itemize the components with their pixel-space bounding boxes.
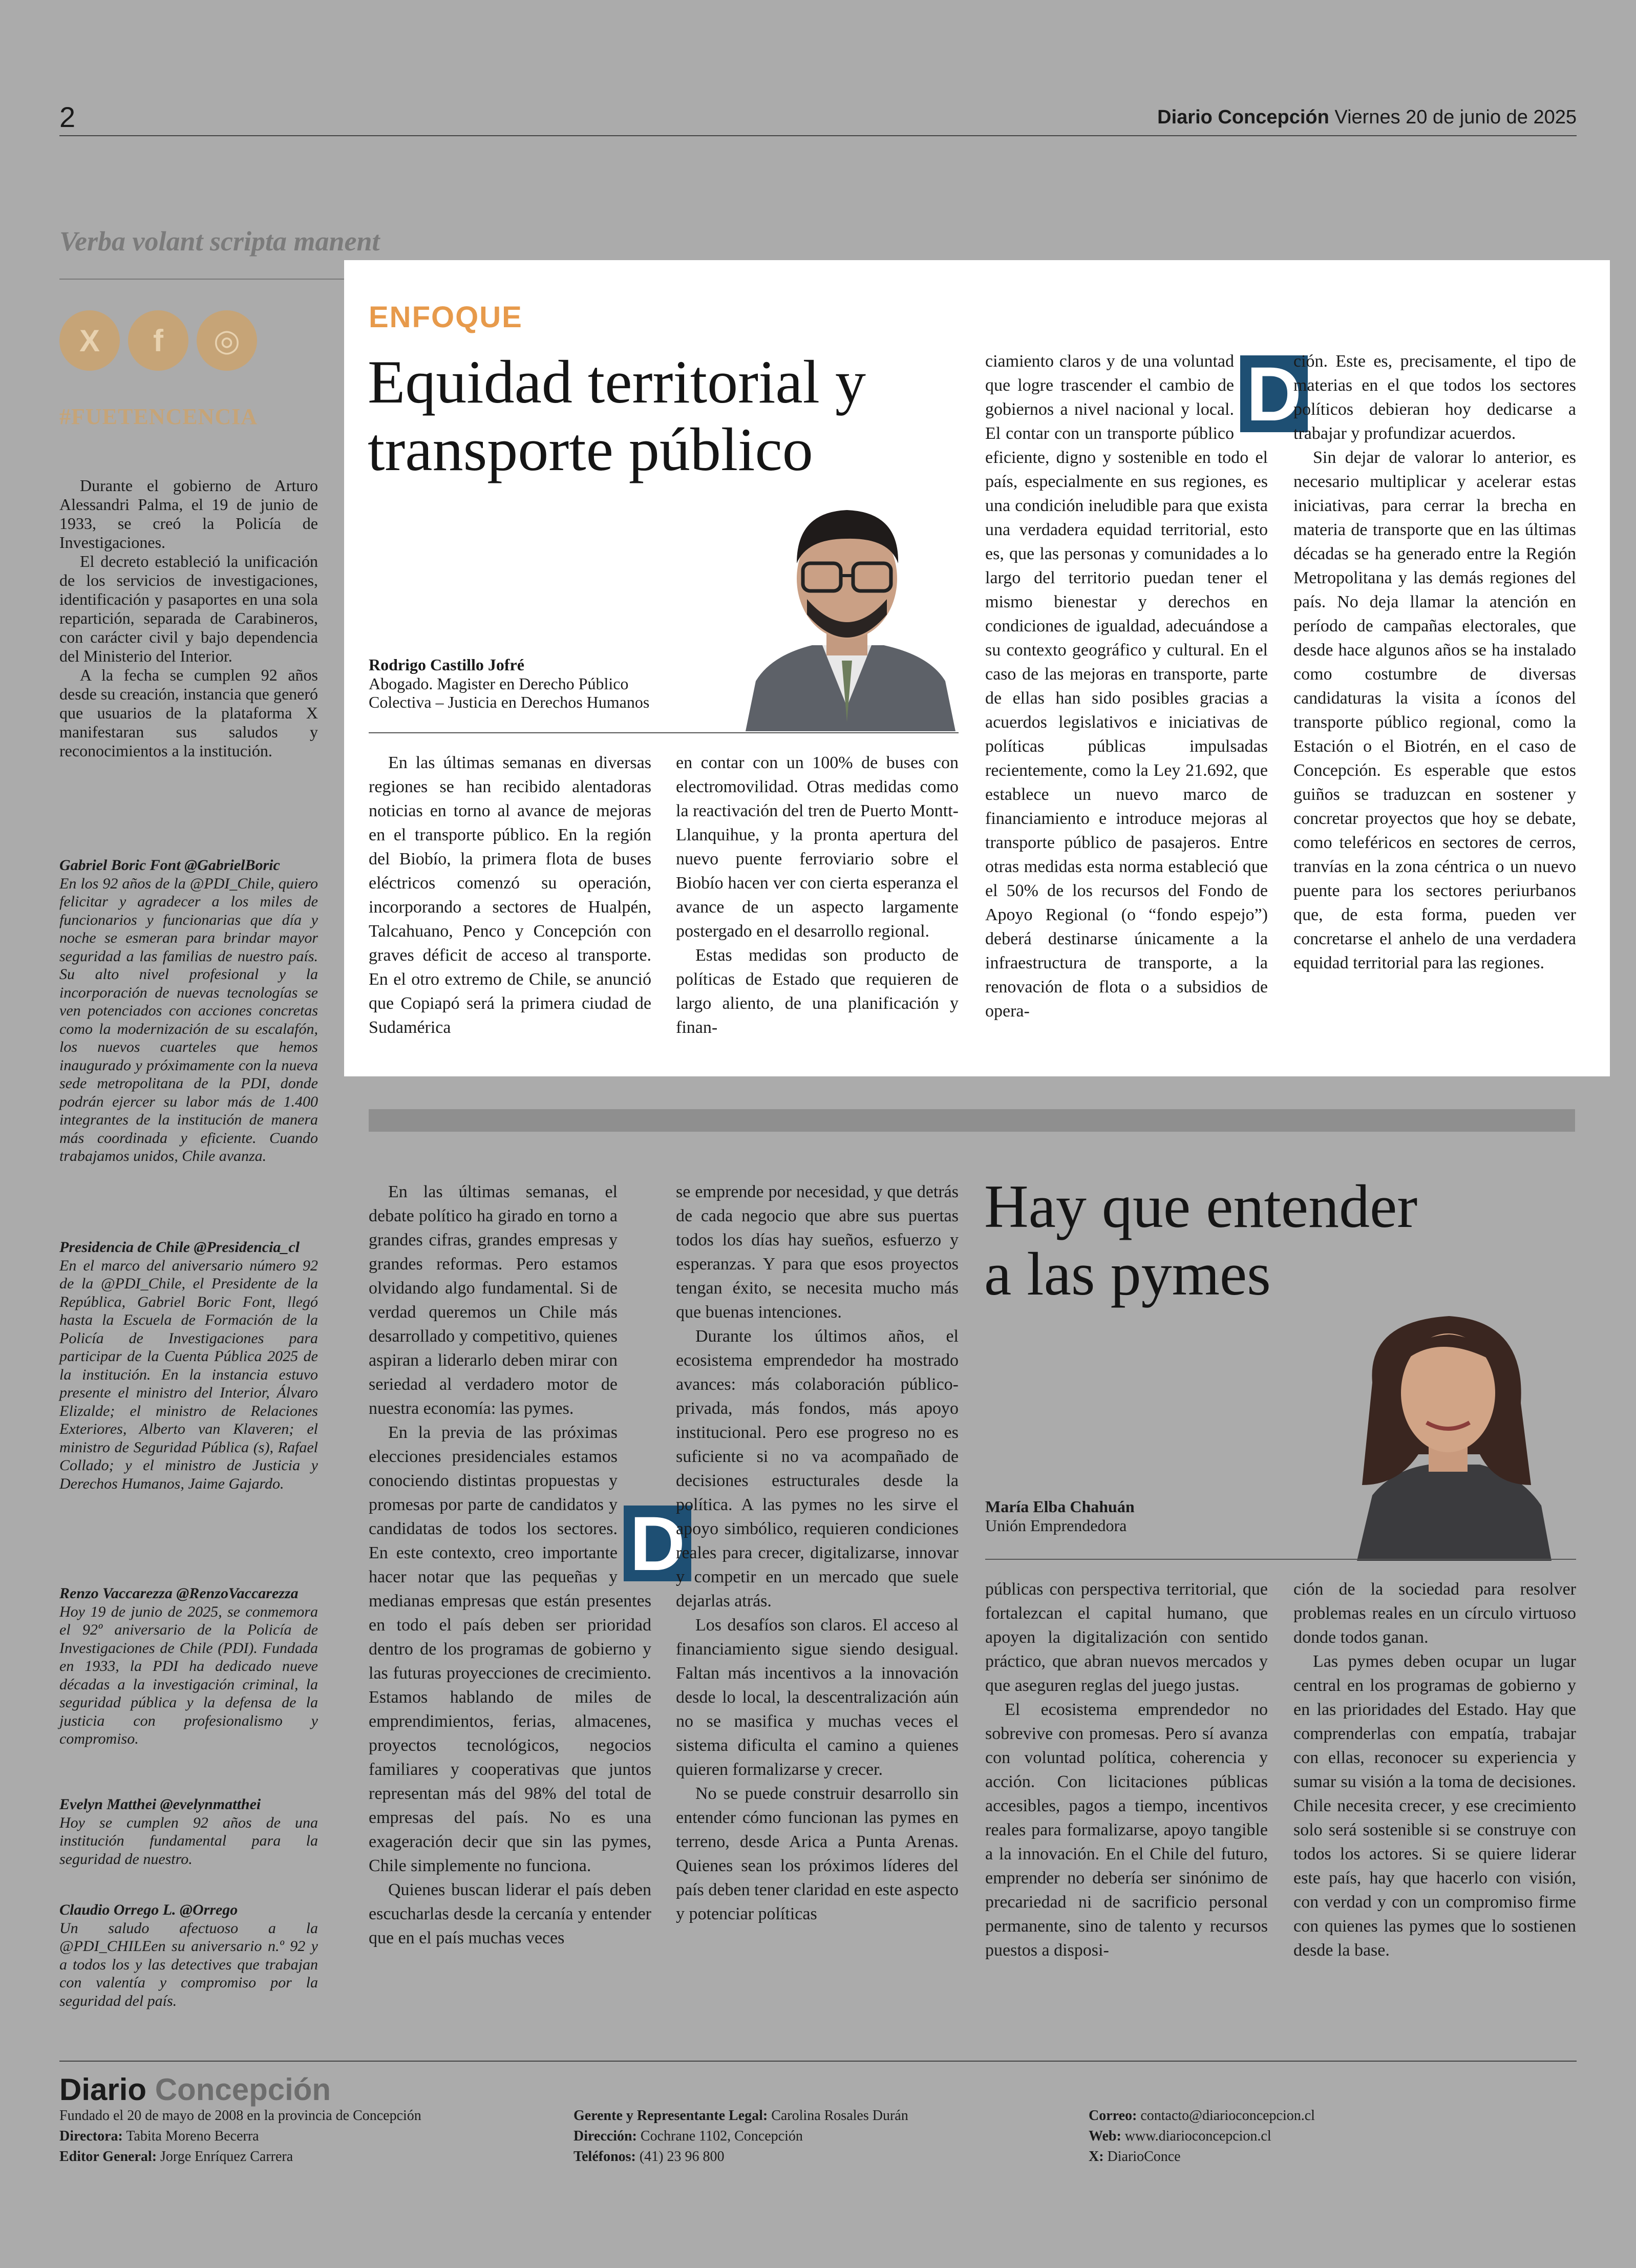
- article-paragraph: públicas con perspectiva territorial, que fortalezcan el capital humano, que apoyen la digitalización con sentido práctico, que abran nuevos mercados y que aseguren reglas del juego justas.: [985, 1580, 1268, 1695]
- article-paragraph: se emprende por necesidad, y que detrás de cada negocio que abre sus puertas todos los días hay sueños, esfuerzo y esperanzas. Y para que esos proyectos tengan éxito, se necesita mucho más que buenas intenciones.: [676, 1182, 959, 1322]
- article-column: [369, 751, 651, 1040]
- footer-web-link[interactable]: www.diarioconcepcion.cl: [1124, 2128, 1271, 2144]
- footer-logo-light: Concepción: [155, 2072, 331, 2107]
- headline-line: Equidad territorial y: [368, 348, 866, 416]
- section-divider: [369, 1109, 1575, 1132]
- article-column: [985, 1577, 1268, 1962]
- article-paragraph: Durante los últimos años, el ecosistema emprendedor ha mostrado avances: más colaboración público-privada, más fondos, más apoyo institucional. Pero ese progreso no es suficiente si no va acompañado de decisiones estructurales desde la política. A las pymes no les sirve el apoyo simbólico, requieren condiciones reales para crecer, digitalizarse, innovar y competir en un mercado que suele dejarlas atrás.: [676, 1327, 959, 1610]
- author-photo: [1326, 1301, 1576, 1561]
- x-icon[interactable]: X: [59, 310, 120, 371]
- article-paragraph: En la previa de las próximas elecciones presidenciales estamos conociendo distintas propuestas y promesas por parte de candidatos y candidatas de todos los sectores. En este contexto, creo importante hacer notar que las pequeñas y medianas empresas que están presentes en todo el país deben ser prioridad dentro de los programas de gobierno y las futuras proyecciones de crecimiento. Estamos hablando de miles de emprendimientos, ferias, almacenes, proyectos tecnológicos, negocios familiares y cooperativas que juntos representan más del 98% del total de empresas del país. No es una exageración decir que sin las pymes, Chile simplemente no funciona.: [369, 1423, 651, 1875]
- instagram-icon[interactable]: ◎: [197, 310, 257, 371]
- footer-col-middle: [573, 2106, 1060, 2167]
- hashtag: #FUETENCENCIA: [59, 404, 258, 429]
- motto: Verba volant scripta manent: [59, 226, 380, 257]
- tweet: [59, 1901, 318, 2010]
- intro-paragraph: Durante el gobierno de Arturo Alessandri Palma, el 19 de junio de 1933, se creó la Policía de Investigaciones.: [59, 476, 318, 552]
- headline-line: a las pymes: [984, 1240, 1271, 1308]
- footer-logo-bold: Diario: [59, 2072, 147, 2107]
- tweet-author: Claudio Orrego L. @Orrego: [59, 1901, 238, 1918]
- tweet-author: Gabriel Boric Font @GabrielBoric: [59, 857, 280, 874]
- author-role: Colectiva – Justicia en Derechos Humanos: [369, 693, 650, 711]
- article-paragraph: En las últimas semanas, el debate político ha girado en torno a grandes cifras, grandes empresas y grandes reformas. Pero estamos olvidando algo fundamental. Si de verdad queremos un Chile más desarrollado y competitivo, quienes aspiran a liderarlo deben mirar con seriedad al verdadero motor de nuestra economía: las pymes.: [369, 1182, 618, 1418]
- article-column: [1293, 1577, 1576, 1962]
- dropcap: D: [1240, 355, 1308, 432]
- article-paragraph: El ecosistema emprendedor no sobrevive con promesas. Pero sí avanza con voluntad política, coherencia y acción. Con licitaciones públicas accesibles, pagos a tiempo, incentivos reales para formalizarse, apoyo tangible a la innovación. En el Chile del futuro, emprender no debería ser sinónimo de precariedad ni de sacrificio personal permanente, sino de talento y recursos puestos a disposi-: [985, 1700, 1268, 1960]
- author-block: [985, 1497, 1313, 1535]
- footer-value: Cochrane 1102, Concepción: [640, 2128, 803, 2144]
- article-paragraph: ciamiento claros y de una voluntad que logre trascender el cambio de gobiernos a nivel nacional y local. El contar con un transporte público eficiente, digno y sostenible en todo el país, especialmente en sus regiones, es una condición ineludible para que exista una verdadera equidad territorial, esto es, que las personas y comunidades a lo largo del territorio puedan tener el mismo bienestar y derechos en condiciones de igualdad, adecuándose a su contexto geográfico y cultural. En el caso de las mejoras en transporte, parte de ellas han sido posibles gracias a acuerdos legislativos e iniciativas de políticas públicas impulsadas recientemente, como la Ley 21.692, que establece un nuevo marco de financiamiento e introduce mejoras al transporte público de pasajeros. Entre otras medidas esta norma estableció que el 50% de los recursos del Fondo de Apoyo Regional (o “fondo espejo”) deberá destinarse únicamente a la infraestructura de transporte, a la renovación de flota o a subsidios de opera-: [985, 352, 1268, 1021]
- tweet: [59, 1238, 318, 1493]
- tweet-author: Presidencia de Chile @Presidencia_cl: [59, 1239, 300, 1256]
- tweet-text: En el marco del aniversario número 92 de la @PDI_Chile, el Presidente de la República, Gabriel Boric Font, llegó hasta la Escuela de Formación de la Policía de Investigaciones para participar de la Cuenta Pública 2025 de la institución. En la instancia estuvo presente el ministro del Interior, Álvaro Elizalde; el ministro de Relaciones Exteriores, Alberto van Klaveren; el ministro de Seguridad Pública (s), Rafael Collado; y el ministro de Justicia y Derechos Humanos, Jaime Gajardo.: [59, 1257, 318, 1492]
- article-column: [676, 1180, 959, 1926]
- article-paragraph: Quienes buscan liderar el país deben escucharlas desde la cercanía y entender que en el país muchas veces: [369, 1880, 651, 1947]
- footer-label: Teléfonos:: [573, 2149, 636, 2165]
- footer-col-right: [1089, 2106, 1575, 2167]
- footer-email-link[interactable]: contacto@diarioconcepcion.cl: [1140, 2108, 1315, 2124]
- footer-value: Tabita Moreno Becerra: [126, 2128, 259, 2144]
- article-paragraph: Las pymes deben ocupar un lugar central en los programas de gobierno y en las prioridades del Estado. Hay que comprenderlas con empatía, trabajar con ellas, reconocer su experiencia y sumar su visión a la toma de decisiones. Chile necesita crecer, y ese crecimiento solo será sostenible si se construye con todos los actores. Si se quiere liderar este país, hay que hacerlo con visión, con verdad y con un compromiso firme con quienes las pymes que lo sostienen desde la base.: [1293, 1652, 1576, 1960]
- article-paragraph: Sin dejar de valorar lo anterior, es necesario multiplicar y acelerar estas iniciativas, para cerrar la brecha en materia de transporte que en las últimas décadas se ha generado entre la Región Metropolitana y las demás regiones del país. No deja llamar la atención en período de campañas electorales, que desde hace algunos años se ha instalado como costumbre de diversas candidaturas la visita a íconos del transporte público regional, como la Estación o el Biotrén, en el caso de Concepción. Es esperable que estos guiños se traduzcan en sostener y concretar proyectos que hoy se debate, como teleféricos en sectores de cerros, tranvías en la zona céntrica o un nuevo puente para los sectores periurbanos que, de esta forma, pueden ver concretarse el anhelo de una verdadera equidad territorial para las regiones.: [1293, 448, 1576, 972]
- article-paragraph: No se puede construir desarrollo sin entender cómo funcionan las pymes en terreno, desde Arica a Punta Arenas. Quienes sean los próximos líderes del país deben tener claridad en este aspecto y potenciar políticas: [676, 1784, 959, 1923]
- article-column: [1293, 349, 1576, 975]
- article-column: [369, 1180, 686, 1950]
- footer-label: Correo:: [1089, 2108, 1137, 2124]
- header-rule: [59, 135, 1577, 136]
- footer-label: X:: [1089, 2149, 1104, 2165]
- footer-label: Directora:: [59, 2128, 123, 2144]
- footer-value: Carolina Rosales Durán: [771, 2108, 908, 2124]
- author-block: [369, 655, 727, 711]
- dropcap: D: [624, 1506, 691, 1581]
- tweet-author: Renzo Vaccarezza @RenzoVaccarezza: [59, 1585, 299, 1602]
- author-portrait-illustration: [1326, 1301, 1576, 1561]
- headline-line: Hay que entender: [984, 1172, 1418, 1240]
- byline-rule: [369, 732, 959, 733]
- page-number: 2: [59, 101, 76, 133]
- article-paragraph: en contar con un 100% de buses con electromovilidad. Otras medidas como la reactivación del tren de Puerto Montt-Llanquihue, y la pronta apertura del nuevo puente ferroviario sobre el Biobío hacen ver con cierta esperanza el avance de un aspecto largamente postergado en el desarrollo regional.: [676, 753, 959, 941]
- article-paragraph: ción. Este es, precisamente, el tipo de materias en el que todos los sectores políticos debieran hoy dedicarse a trabajar y profundizar acuerdos.: [1293, 352, 1576, 443]
- footer-logo: [59, 2072, 331, 2107]
- tweet-text: En los 92 años de la @PDI_Chile, quiero felicitar y agradecer a los miles de funcionarios y funcionarias que día y noche se esmeran para brindar mayor seguridad a las familias de nuestro país. Su alto nivel profesional y la incorporación de nuevas tecnologías se ven potenciados con acciones concretas como la modernización de su escalafón, los nuevos cuarteles que hemos inaugurado y próximamente con la nueva sede metropolitana de la PDI, donde podrán ejercer su labor más de 1.400 integrantes de la institución de manera más coordinada y eficiente. Cuando trabajamos unidos, Chile avanza.: [59, 875, 318, 1164]
- footer-label: Web:: [1089, 2128, 1121, 2144]
- article-column: [985, 349, 1302, 1023]
- footer-label: Dirección:: [573, 2128, 637, 2144]
- issue-date: Viernes 20 de junio de 2025: [1334, 107, 1577, 128]
- footer-label: Gerente y Representante Legal:: [573, 2108, 768, 2124]
- author-photo: [735, 492, 959, 731]
- author-name: María Elba Chahuán: [985, 1497, 1135, 1516]
- author-role: Unión Emprendedora: [985, 1516, 1127, 1535]
- footer-value: Jorge Enríquez Carrera: [160, 2149, 293, 2165]
- author-portrait-illustration: [735, 492, 959, 731]
- article-paragraph: Los desafíos son claros. El acceso al financiamiento sigue siendo desigual. Faltan más incentivos a la innovación desde lo local, la descentralización aún no se masifica y muchas veces el sistema dificulta el camino a quienes quieren formalizarse y crecer.: [676, 1616, 959, 1779]
- facebook-icon[interactable]: f: [128, 310, 188, 371]
- tweet-author: Evelyn Matthei @evelynmatthei: [59, 1796, 261, 1813]
- article-paragraph: ción de la sociedad para resolver problemas reales en un círculo virtuoso donde todos ganan.: [1293, 1580, 1576, 1647]
- article-headline: [984, 1173, 1573, 1308]
- article-column: [676, 751, 959, 1040]
- article-paragraph: Estas medidas son producto de políticas de Estado que requieren de largo aliento, de una planificación y finan-: [676, 946, 959, 1037]
- masthead-line: [1157, 107, 1577, 129]
- tweet: [59, 856, 318, 1165]
- footer-label: Editor General:: [59, 2149, 157, 2165]
- article-paragraph: En las últimas semanas en diversas regiones se han recibido alentadoras noticias en torno al avance de mejoras en el transporte público. En la región del Biobío, la primera flota de buses eléctricos comenzó su operación, incorporando a sectores de Hualpén, Talcahuano, Penco y Concepción con graves déficit de acceso al transporte. En el otro extremo de Chile, se anunció que Copiapó será la primera ciudad de Sudamérica: [369, 753, 651, 1037]
- section-kicker: ENFOQUE: [369, 301, 523, 334]
- footer-rule: [59, 2061, 1577, 2062]
- byline-rule: [985, 1559, 1576, 1560]
- footer-founded: Fundado el 20 de mayo de 2008 en la provincia de Concepción: [59, 2108, 421, 2124]
- headline-line: transporte público: [368, 415, 813, 483]
- tweet-text: Hoy 19 de junio de 2025, se conmemora el 92º aniversario de la Policía de Investigaciones de Chile (PDI). Fundada en 1933, la PDI ha dedicado nueve décadas a la investigación criminal, la seguridad pública y la defensa de la justicia con profesionalismo y compromiso.: [59, 1603, 318, 1747]
- author-name: Rodrigo Castillo Jofré: [369, 655, 524, 674]
- footer-x-handle[interactable]: DiarioConce: [1107, 2149, 1181, 2165]
- author-role: Abogado. Magister en Derecho Público: [369, 674, 629, 693]
- intro-paragraph: A la fecha se cumplen 92 años desde su creación, instancia que generó que usuarios de la plataforma X manifestaran sus saludos y reconocimientos a la institución.: [59, 666, 318, 760]
- intro-paragraph: El decreto estableció la unificación de los servicios de investigaciones, identificación y pasaportes en una sola repartición, separada de Carabineros, con carácter civil y bajo dependencia del Ministerio del Interior.: [59, 552, 318, 665]
- sidebar-intro: [59, 476, 318, 760]
- article-headline: [368, 348, 982, 483]
- footer-value: (41) 23 96 800: [639, 2149, 725, 2165]
- tweet-text: Un saludo afectuoso a la @PDI_CHILEen su aniversario n.º 92 y a todos los y las detectives que trabajan con valentía y compromiso por la seguridad del país.: [59, 1919, 318, 2009]
- tweet: [59, 1795, 318, 1868]
- tweet: [59, 1584, 318, 1748]
- paper-name: Diario Concepción: [1157, 107, 1329, 128]
- footer-col-left: [59, 2106, 571, 2167]
- tweet-text: Hoy se cumplen 92 años de una institución fundamental para la seguridad de nuestro.: [59, 1814, 318, 1868]
